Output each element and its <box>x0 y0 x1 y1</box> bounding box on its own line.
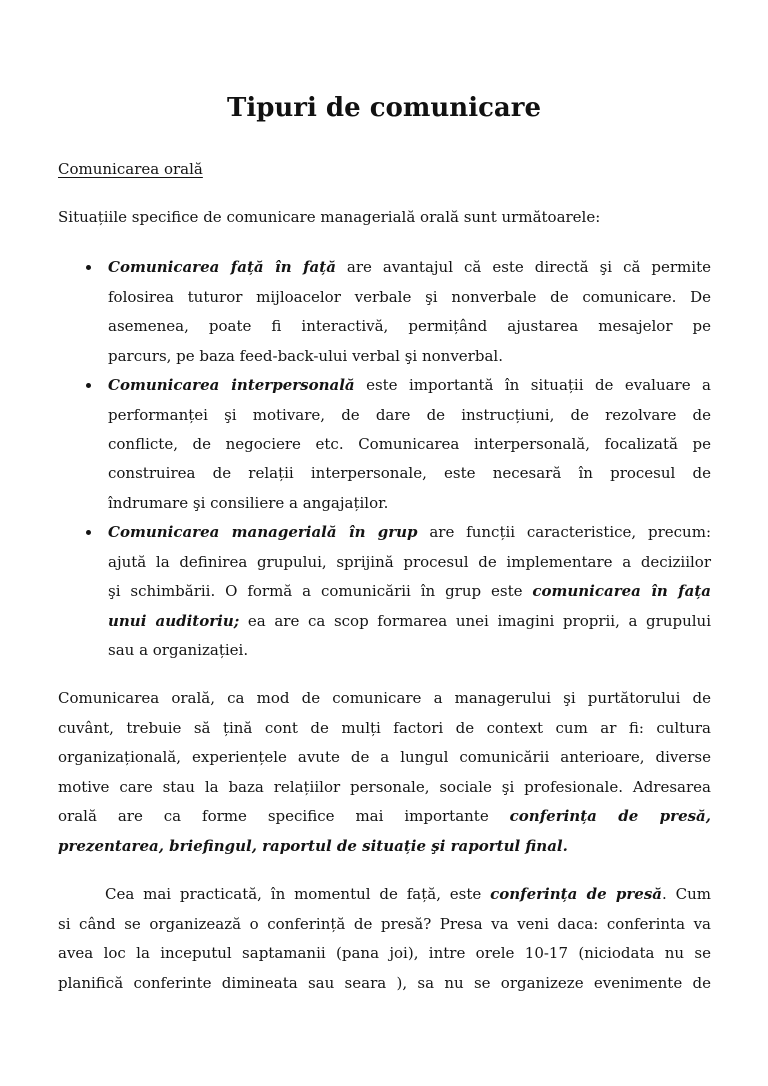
text-run: este importantă în situații de evaluare a <box>354 376 711 395</box>
text-line: folosirea tuturor mijloacelor verbale şi nonverbale de comunicare. De <box>108 287 711 306</box>
text-run: şi schimbării. O formă a comunicării în grup este <box>108 582 533 601</box>
emphasis-text: Comunicarea managerială în grup <box>108 523 418 542</box>
text-run: Cea mai practicată, în momentul de față, este <box>105 885 491 904</box>
bullet-icon <box>86 265 91 270</box>
text-line: performanței şi motivare, de dare de instrucțiuni, de rezolvare de <box>108 405 711 424</box>
emphasis-text: comunicarea în fața <box>532 582 712 601</box>
text-line: construirea de relații interpersonale, este necesară în procesul de <box>108 464 711 483</box>
text-line: conflicte, de negociere etc. Comunicarea interpersonală, focalizată pe <box>108 435 711 454</box>
text-line <box>108 577 711 606</box>
emphasis-text: conferința de presă, <box>509 807 711 826</box>
text-line: prezentarea, briefingul, raportul de situație şi raportul final. <box>58 836 568 855</box>
text-line <box>58 880 711 909</box>
bullet-item <box>58 371 711 518</box>
text-line: cuvânt, trebuie să țină cont de mulți factori de context cum ar fi: cultura <box>58 718 711 737</box>
text-line: Comunicarea orală, ca mod de comunicare a managerului şi purtătorului de <box>58 689 711 708</box>
bullet-list <box>58 253 711 665</box>
text-line: planifică conferinte dimineata sau seara ), sa nu se organizeze evenimente de <box>58 973 711 992</box>
bullet-icon <box>86 383 91 388</box>
emphasis-text: Comunicarea față în față <box>108 258 336 277</box>
section-heading: Comunicarea orală <box>58 160 203 179</box>
text-line <box>108 518 711 547</box>
text-line: ajută la definirea grupului, sprijină procesul de implementare a deciziilor <box>108 552 711 571</box>
paragraph <box>58 684 711 861</box>
text-line: motive care stau la baza relațiilor personale, sociale şi profesionale. Adresarea <box>58 777 711 796</box>
text-run: ea are ca scop formarea unei imagini proprii, a grupului <box>239 611 712 630</box>
text-line <box>108 371 711 400</box>
text-line <box>108 253 711 282</box>
intro-text: Situațiile specifice de comunicare managerială orală sunt următoarele: <box>58 208 601 227</box>
text-line <box>58 802 711 831</box>
text-line: si când se organizează o conferință de presă? Presa va veni daca: conferinta va <box>58 914 711 933</box>
bullet-item <box>58 253 711 371</box>
text-line <box>108 607 711 636</box>
text-line: organizațională, experiențele avute de a lungul comunicării anterioare, diverse <box>58 748 711 767</box>
text-run: are funcții caracteristice, precum: <box>417 523 711 542</box>
text-run: orală are ca forme specifice mai importante <box>58 807 510 826</box>
text-run: . Cum <box>662 885 711 904</box>
text-line: parcurs, pe baza feed-back-ului verbal şi nonverbal. <box>108 346 503 365</box>
bullet-item <box>58 518 711 665</box>
bullet-icon <box>86 530 91 535</box>
emphasis-text: unui auditoriu; <box>108 611 240 630</box>
text-line: sau a organizației. <box>108 641 249 660</box>
emphasis-text: conferința de presă <box>490 885 663 904</box>
text-line: avea loc la inceputul saptamanii (pana joi), intre orele 10-17 (niciodata nu se <box>58 944 711 963</box>
text-line: asemenea, poate fi interactivă, permițând ajustarea mesajelor pe <box>108 317 711 336</box>
emphasis-text: Comunicarea interpersonală <box>108 376 355 395</box>
page-title: Tipuri de comunicare <box>227 93 541 123</box>
text-run: are avantajul că este directă şi că permite <box>335 258 711 277</box>
text-line: îndrumare şi consiliere a angajaților. <box>108 493 389 512</box>
paragraph <box>58 880 711 998</box>
